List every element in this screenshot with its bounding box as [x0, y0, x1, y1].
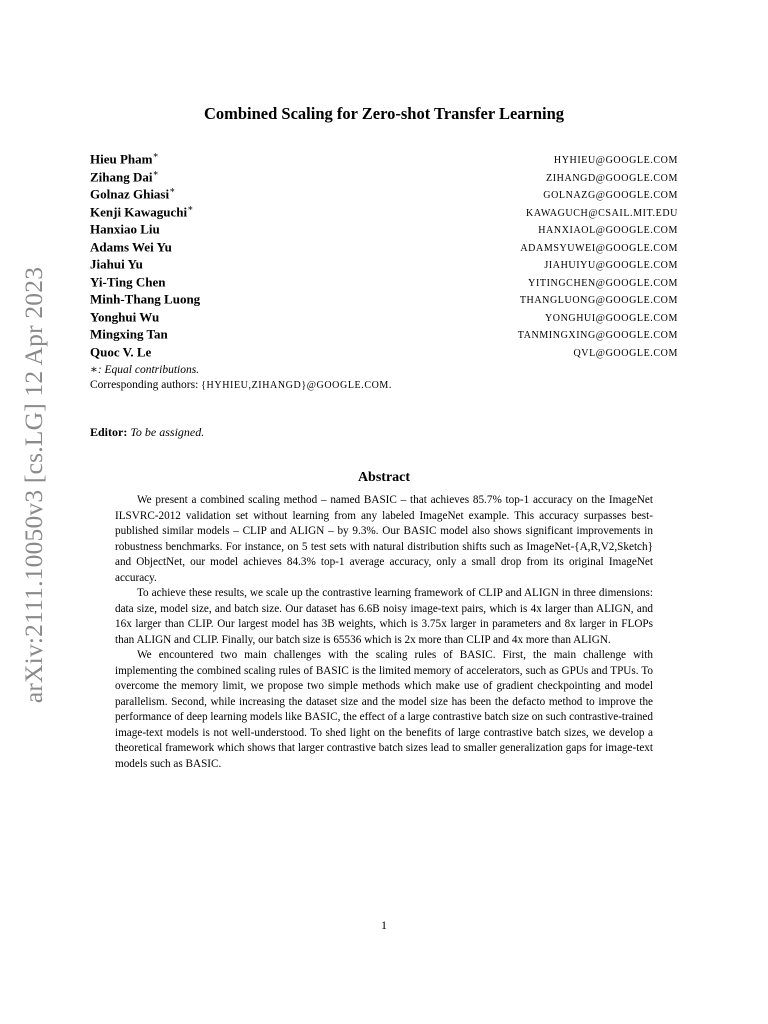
author-row	[90, 255, 678, 273]
abstract-heading: Abstract	[357, 470, 411, 485]
author-email[interactable]: ADAMSYUWEI@GOOGLE.COM	[520, 242, 678, 254]
paper-title: Combined Scaling for Zero-shot Transfer Learning	[203, 104, 565, 123]
author-row	[90, 273, 678, 291]
author-list	[90, 150, 678, 360]
abstract-paragraph: To achieve these results, we scale up the contrastive learning framework of CLIP and ALIGN in three dimensions: data size, model size, and batch size. Our dataset has 6.6B noisy image-text pairs, which is 4x larger than ALIGN, and 16x larger than CLIP. Our largest model has 3B weights, which is 3.75x larger in parameters and 8x larger in FLOPs than ALIGN and CLIP. Finally, our batch size is 65536 which is 2x more than CLIP and 4x more than ALIGN.	[115, 587, 653, 646]
author-row	[90, 290, 678, 308]
author-name: Zihang Dai∗	[90, 167, 159, 184]
author-name: Quoc V. Le	[90, 343, 152, 359]
author-footnotes	[90, 362, 392, 396]
author-email[interactable]: YONGHUI@GOOGLE.COM	[544, 312, 678, 324]
abstract-paragraph: We present a combined scaling method – named BASIC – that achieves 85.7% top-1 accuracy on the ImageNet ILSVRC-2012 validation set without learning from any labeled ImageNet example. This accuracy surpasses best-published similar models – CLIP and ALIGN – by 9.3%. Our BASIC model also shows significant improvements in robustness benchmarks. For instance, on 5 test sets with natural distribution shifts such as ImageNet-{A,R,V2,Sketch} and ObjectNet, our model achieves 84.3% top-1 average accuracy, only a small drop from its original ImageNet accuracy.	[115, 494, 653, 584]
corresponding-emails[interactable]: {HYHIEU,ZIHANGD}@GOOGLE.COM.	[201, 380, 393, 391]
author-name: Golnaz Ghiasi∗	[90, 185, 176, 202]
author-name: Hanxiao Liu	[90, 221, 160, 237]
abstract-body	[115, 493, 653, 772]
editor-value: To be assigned.	[130, 425, 205, 439]
author-row	[90, 343, 678, 361]
author-email[interactable]: YITINGCHEN@GOOGLE.COM	[528, 277, 678, 289]
editor-label: Editor:	[90, 425, 128, 439]
author-row	[90, 150, 678, 168]
author-row	[90, 168, 678, 186]
corresponding-authors-note: Corresponding authors: {HYHIEU,ZIHANGD}@GOOGLE.COM.	[90, 379, 393, 391]
author-row	[90, 203, 678, 221]
author-email[interactable]: QVL@GOOGLE.COM	[573, 347, 678, 359]
author-name: Minh-Thang Luong	[90, 291, 201, 307]
page-number: 1	[381, 918, 387, 932]
author-email[interactable]: GOLNAZG@GOOGLE.COM	[543, 190, 678, 202]
author-name: Kenji Kawaguchi∗	[90, 202, 194, 219]
author-email[interactable]: HANXIAOL@GOOGLE.COM	[538, 225, 678, 237]
arxiv-stamp-text: arXiv:2111.10050v3 [cs.LG] 12 Apr 2023	[19, 266, 49, 704]
author-name: Jiahui Yu	[90, 256, 143, 272]
author-row	[90, 308, 678, 326]
author-email[interactable]: THANGLUONG@GOOGLE.COM	[519, 295, 678, 307]
equal-contribution-note: ∗: Equal contributions.	[90, 364, 200, 376]
author-email[interactable]: KAWAGUCH@CSAIL.MIT.EDU	[526, 207, 678, 219]
abstract-paragraph: We encountered two main challenges with the scaling rules of BASIC. First, the main challenge with implementing the combined scaling rules of BASIC is the limited memory of accelerators, such as GPUs and TPUs. To overcome the memory limit, we propose two simple methods which make use of gradient checkpointing and model parallelism. Second, while increasing the dataset size and the model size has been the defacto method to improve the performance of deep learning models like BASIC, the effect of a large contrastive batch size on such contrastive-trained image-text models is not well-understood. To shed light on the benefits of large contrastive batch sizes, we develop a theoretical framework which shows that larger contrastive batch sizes lead to smaller generalization gaps for image-text models such as BASIC.	[115, 649, 653, 770]
author-email[interactable]: TANMINGXING@GOOGLE.COM	[517, 330, 678, 342]
author-email[interactable]: HYHIEU@GOOGLE.COM	[553, 155, 678, 167]
author-email[interactable]: ZIHANGD@GOOGLE.COM	[546, 172, 678, 184]
author-row	[90, 185, 678, 203]
author-row	[90, 220, 678, 238]
author-name: Mingxing Tan	[90, 326, 168, 342]
editor-line	[90, 425, 204, 440]
author-name: Hieu Pham∗	[90, 150, 159, 167]
author-name: Yi-Ting Chen	[90, 273, 166, 289]
author-email[interactable]: JIAHUIYU@GOOGLE.COM	[544, 260, 678, 272]
author-name: Yonghui Wu	[90, 308, 160, 324]
author-name: Adams Wei Yu	[90, 238, 172, 254]
author-row	[90, 238, 678, 256]
author-row	[90, 325, 678, 343]
